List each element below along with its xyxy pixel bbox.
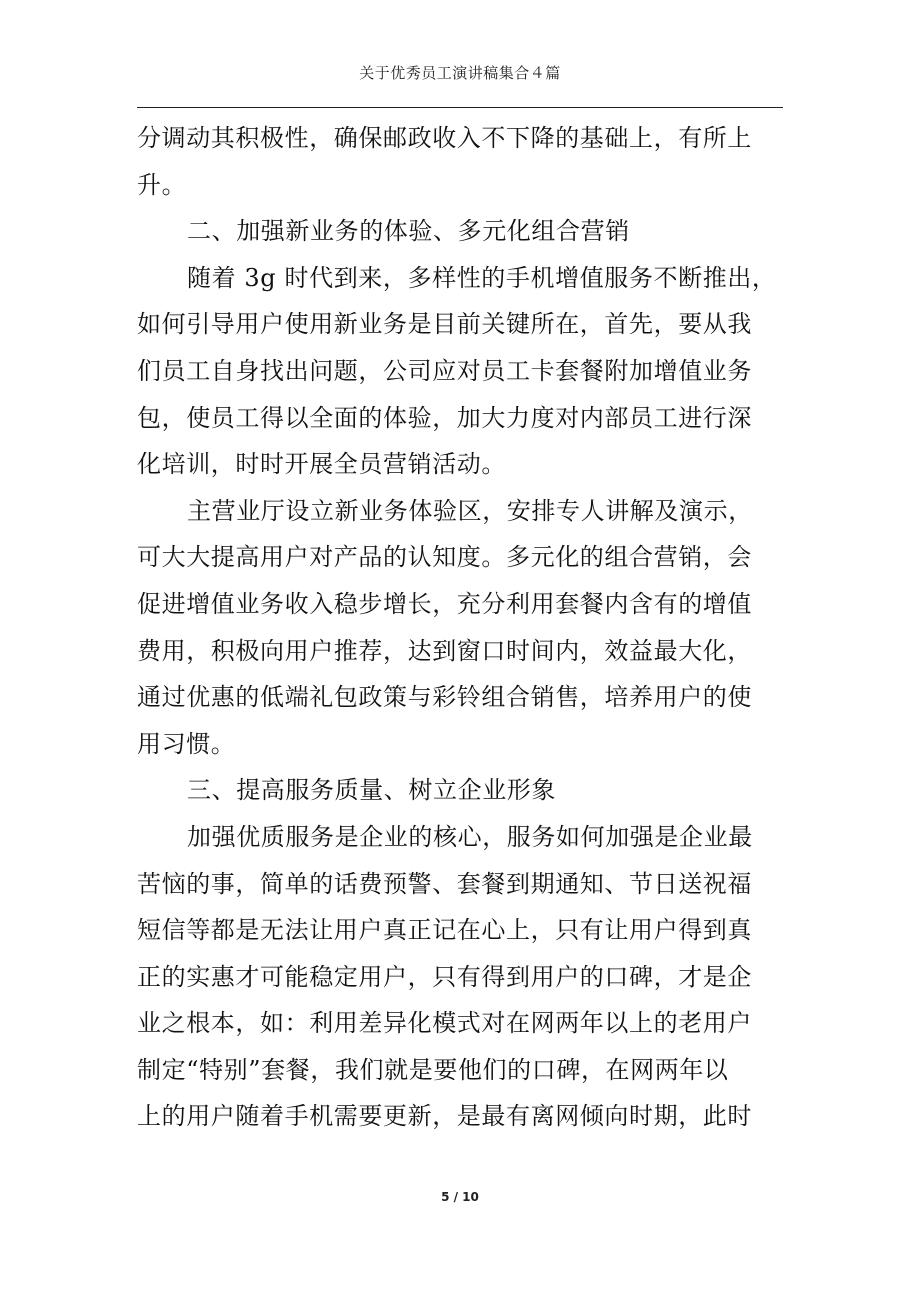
body-line: 分调动其积极性，确保邮政收入不下降的基础上，有所上 xyxy=(137,124,752,152)
section-heading: 二、加强新业务的体验、多元化组合营销 xyxy=(187,217,630,246)
body-line: 可大大提高用户对产品的认知度。多元化的组合营销，会 xyxy=(137,543,752,572)
body-line: 短信等都是无法让用户真正记在心上，只有让用户得到真 xyxy=(137,916,752,945)
body-line: 们员工自身找出问题，公司应对员工卡套餐附加增值业务 xyxy=(137,356,752,385)
body-line: 促进增值业务收入稳步增长，充分利用套餐内含有的增值 xyxy=(137,589,752,618)
header-divider xyxy=(137,107,783,108)
body-line: 主营业厅设立新业务体验区，安排专人讲解及演示， xyxy=(187,496,753,525)
body-line: 用习惯。 xyxy=(137,729,236,758)
body-line: 化培训，时时开展全员营销活动。 xyxy=(137,450,506,479)
body-line: 升。 xyxy=(137,170,187,199)
body-line: 费用，积极向用户推荐，达到窗口时间内，效益最大化， xyxy=(137,636,752,665)
document-body xyxy=(137,118,783,1143)
body-line: 上的用户随着手机需要更新，是最有离网倾向时期，此时 xyxy=(137,1102,752,1131)
section-heading: 三、提高服务质量、树立企业形象 xyxy=(187,776,556,805)
page-number: 5 / 10 xyxy=(441,1190,479,1204)
body-line: 业之根本，如：利用差异化模式对在网两年以上的老用户 xyxy=(137,1009,752,1038)
body-line: 正的实惠才可能稳定用户，只有得到用户的口碑，才是企 xyxy=(137,962,752,991)
body-line: 加强优质服务是企业的核心，服务如何加强是企业最 xyxy=(187,822,753,851)
body-line: 包，使员工得以全面的体验，加大力度对内部员工进行深 xyxy=(137,403,752,432)
body-line: 通过优惠的低端礼包政策与彩铃组合销售，培养用户的使 xyxy=(137,683,752,712)
page-header-title: 关于优秀员工演讲稿集合４篇 xyxy=(359,64,561,82)
body-line: 苦恼的事，简单的话费预警、套餐到期通知、节日送祝福 xyxy=(137,869,752,898)
body-line: 随着 3g 时代到来，多样性的手机增值服务不断推出， xyxy=(187,263,777,292)
body-line: 制定“特别”套餐，我们就是要他们的口碑，在网两年以 xyxy=(137,1055,729,1084)
body-line: 如何引导用户使用新业务是目前关键所在，首先，要从我 xyxy=(137,310,752,339)
